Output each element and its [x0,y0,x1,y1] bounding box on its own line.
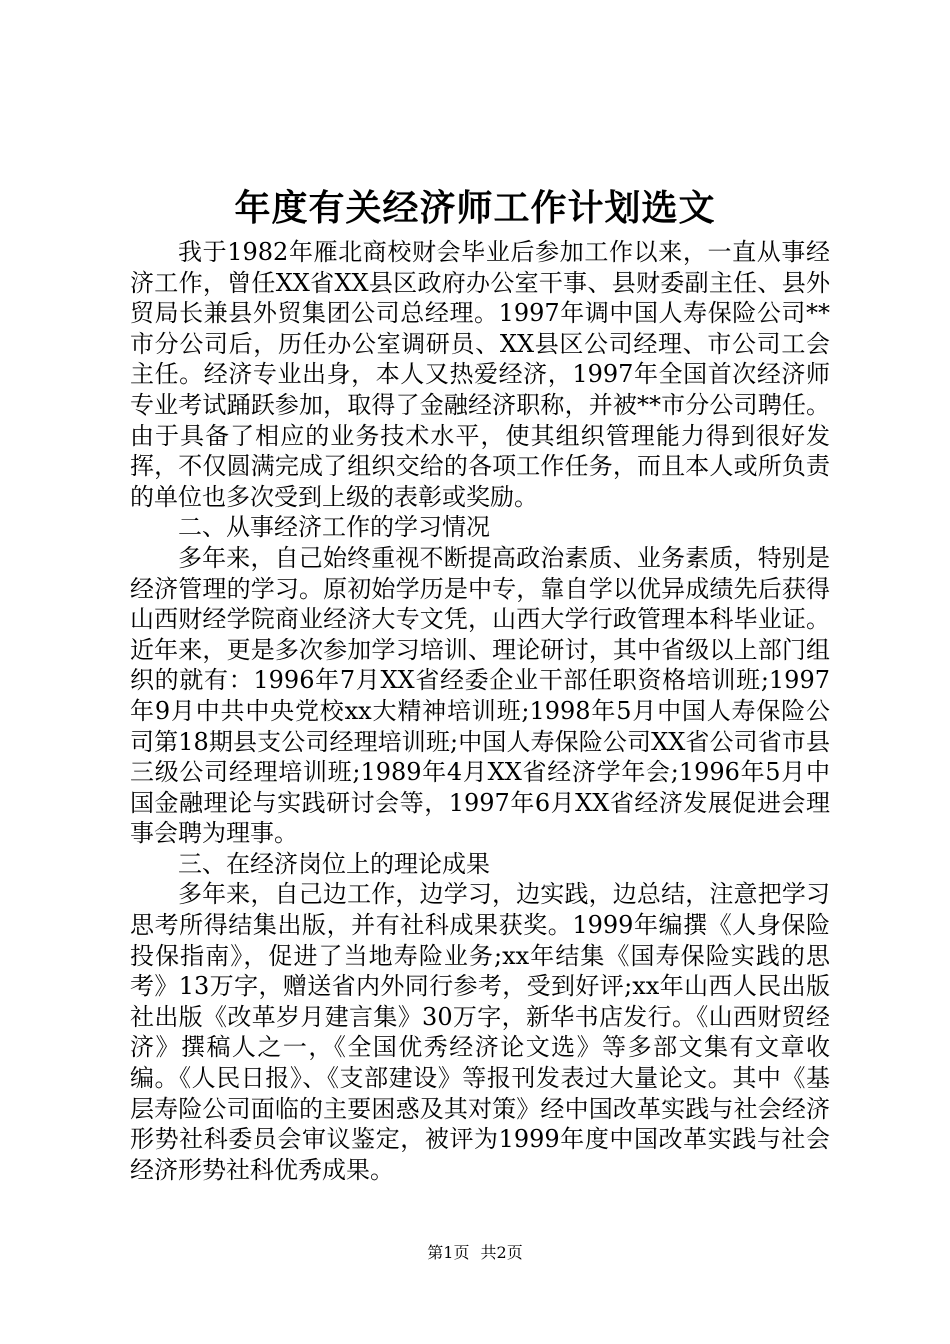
paragraph-study: 多年来，自己始终重视不断提高政治素质、业务素质，特别是经济管理的学习。原初始学历是中专，靠自学以优异成绩先后获得山西财经学院商业经济大专文凭，山西大学行政管理本科毕业证。近年来，更是多次参加学习培训、理论研讨，其中省级以上部门组织的就有：1996年7月XX省经委企业干部任职资格培训班;1997年9月中共中央党校xx大精神培训班;1998年5月中国人寿保险公司第18期县支公司经理培训班;中国人寿保险公司XX省公司省市县三级公司经理培训班;1989年4月XX省经济学年会;1996年5月中国金融理论与实践研讨会等，1997年6月XX省经济发展促进会理事会聘为理事。 [130,543,830,848]
paragraph-theory: 多年来，自己边工作，边学习，边实践，边总结，注意把学习思考所得结集出版，并有社科成果获奖。1999年编撰《人身保险投保指南》，促进了当地寿险业务;xx年结集《国寿保险实践的思考》13万字，赠送省内外同行参考，受到好评;xx年山西人民出版社出版《改革岁月建言集》30万字，新华书店发行。《山西财贸经济》撰稿人之一，《全国优秀经济论文选》等多部文集有文章收编。《人民日报》、《支部建设》等报刊发表过大量论文。其中《基层寿险公司面临的主要困惑及其对策》经中国改革实践与社会经济形势社科委员会审议鉴定，被评为1999年度中国改革实践与社会经济形势社科优秀成果。 [130,880,830,1184]
page-total: 共2页 [480,1243,523,1262]
page-footer [0,1243,950,1263]
section-heading-study: 二、从事经济工作的学习情况 [178,513,490,542]
page-number: 第1页 [427,1243,470,1262]
document-body [130,237,830,1185]
section-heading-theory: 三、在经济岗位上的理论成果 [178,849,490,878]
paragraph-career-summary: 我于1982年雁北商校财会毕业后参加工作以来，一直从事经济工作，曾任XX省XX县区政府办公室干事、县财委副主任、县外贸局长兼县外贸集团公司总经理。1997年调中国人寿保险公司**市分公司后，历任办公室调研员、XX县区公司经理、市公司工会主任。经济专业出身，本人又热爱经济，1997年全国首次经济师专业考试踊跃参加，取得了金融经济职称，并被**市分公司聘任。由于具备了相应的业务技术水平，使其组织管理能力得到很好发挥，不仅圆满完成了组织交给的各项工作任务，而且本人或所负责的单位也多次受到上级的表彰或奖励。 [130,238,830,511]
document-title: 年度有关经济师工作计划选文 [234,187,716,229]
